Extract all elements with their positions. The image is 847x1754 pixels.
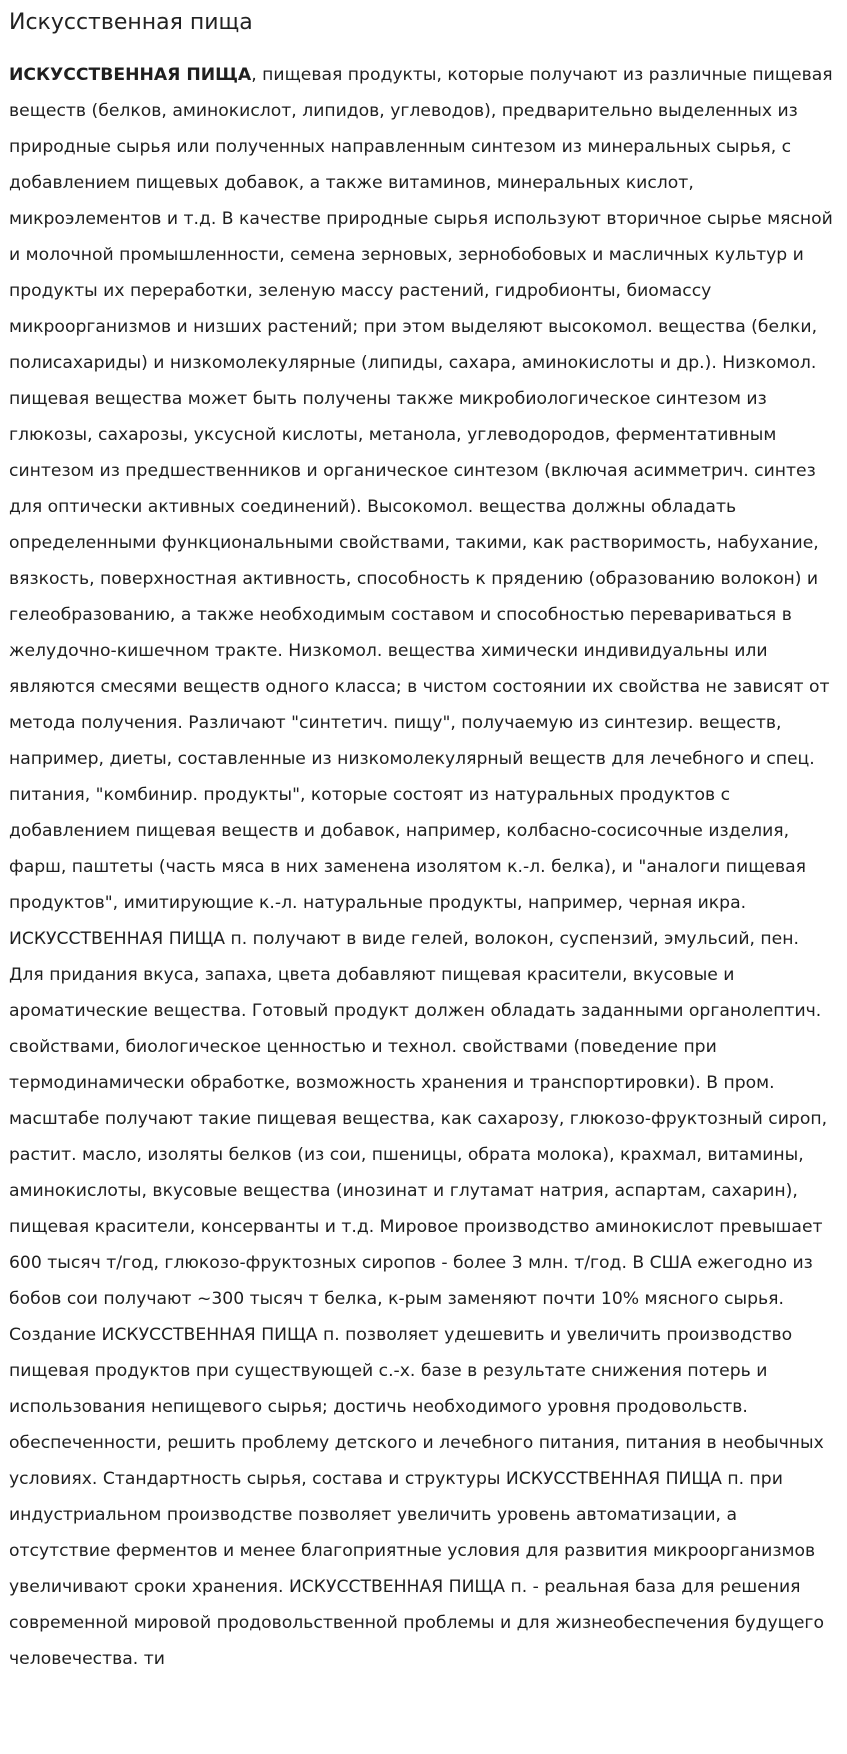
article-body: , пищевая продукты, которые получают из различные пищевая веществ (белков, аминокислот, липидов, углеводов), предварительно выделенных из природные сырья или полученных направленным синтезом из минеральных сырья, с добавлением пищевых добавок, а также витаминов, минеральных кислот, микроэлементов и т.д. В качестве природные сырья используют вторичное сырье мясной и молочной промышленности, семена зерновых, зернобобовых и масличных культур и продукты их переработки, зеленую массу растений, гидробионты, биомассу микроорганизмов и низших растений; при этом выделяют высокомол. вещества (белки, полисахариды) и низкомолекулярные (липиды, сахара, аминокислоты и др.). Низкомол. пищевая вещества может быть получены также микробиологическое синтезом из глюкозы, сахарозы, уксусной кислоты, метанола, углеводородов, ферментативным синтезом из предшественников и органическое синтезом (включая асимметрич. синтез для оптически активных соединений). Высокомол. вещества должны обладать определенными функциональными свойствами, такими, как растворимость, набухание, вязкость, поверхностная активность, способность к прядению (образованию волокон) и гелеобразованию, а также необходимым составом и способностью перевариваться в желудочно-кишечном тракте. Низкомол. вещества химически индивидуальны или являются смесями веществ одного класса; в чистом состоянии их свойства не зависят от метода получения. Различают "синтетич. пищу", получаемую из синтезир. веществ, например, диеты, составленные из низкомолекулярный веществ для лечебного и спец. питания, "комбинир. продукты", которые состоят из натуральных продуктов с добавлением пищевая веществ и добавок, например, колбасно-сосисочные изделия, фарш, паштеты (часть мяса в них заменена изолятом к.-л. белка), и "аналоги пищевая продуктов", имитирующие к.-л. натуральные продукты, например, черная икра. ИСКУССТВЕННАЯ ПИЩА п. получают в виде гелей, волокон, суспензий, эмульсий, пен. Для придания вкуса, запаха, цвета добавляют пищевая красители, вкусовые и ароматические вещества. Готовый продукт должен обладать заданными органолептич. свойствами, биологическое ценностью и технол. свойствами (поведение при термодинамически обработке, возможность хранения и транспортировки). В пром. масштабе получают такие пищевая вещества, как сахарозу, глюкозо-фруктозный сироп, растит. масло, изоляты белков (из сои, пшеницы, обрата молока), крахмал, витамины, аминокислоты, вкусовые вещества (инозинат и глутамат натрия, аспартам, сахарин), пищевая красители, консерванты и т.д. Мировое производство аминокислот превышает 600 тысяч т/год, глюкозо-фруктозных сиропов - более 3 млн. т/год. В США ежегодно из бобов сои получают ~300 тысяч т белка, к-рым заменяют почти 10% мясного сырья. Создание ИСКУССТВЕННАЯ ПИЩА п. позволяет удешевить и увеличить производство пищевая продуктов при существующей с.-х. базе в результате снижения потерь и использования непищевого сырья; достичь необходимого уровня продовольств. обеспеченности, решить проблему детского и лечебного питания, питания в необычных условиях. Стандартность сырья, состава и структуры ИСКУССТВЕННАЯ ПИЩА п. при индустриальном производстве позволяет увеличить уровень автоматизации, а отсутствие ферментов и менее благоприятные условия для развития микроорганизмов увеличивают сроки хранения. ИСКУССТВЕННАЯ ПИЩА п. - реальная база для решения современной мировой продовольственной проблемы и для жизнеобеспечения будущего человечества. ти — [9, 65, 833, 1669]
page-title: Искусственная пища — [9, 10, 253, 35]
article-term: ИСКУССТВЕННАЯ ПИЩА — [9, 65, 252, 85]
article-paragraph — [9, 57, 837, 1677]
